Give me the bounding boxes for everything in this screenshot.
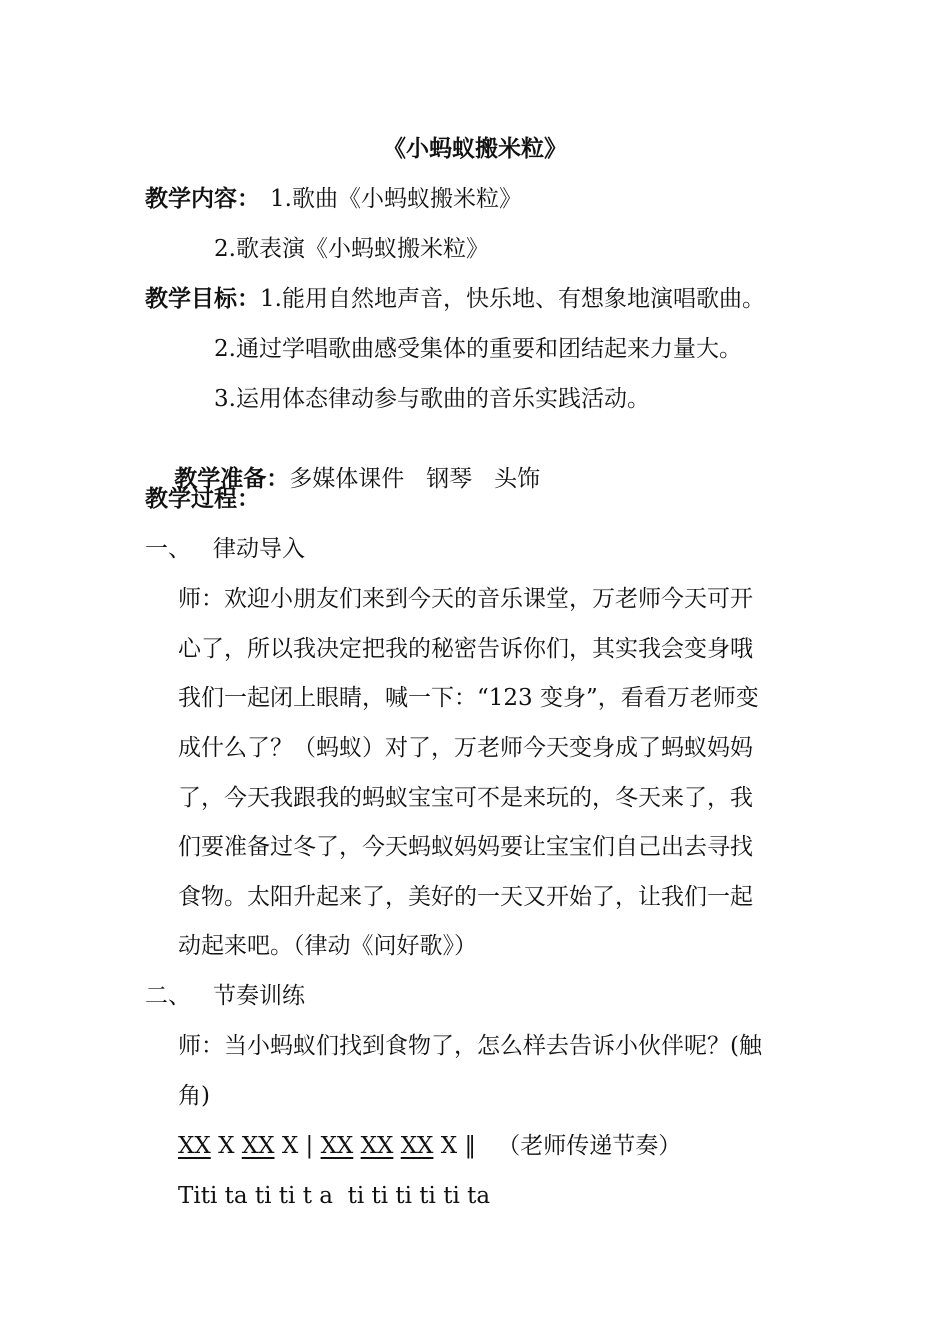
goals-label: 教学目标： <box>145 285 260 312</box>
section-1-line: 成什么了？（蚂蚁）对了，万老师今天变身成了蚂蚁妈妈 <box>178 735 753 761</box>
section-1-number: 一、 <box>145 536 191 562</box>
rhythm-note: XX <box>320 1133 354 1159</box>
section-2-line: 角) <box>178 1083 210 1109</box>
section-1-heading <box>145 534 305 564</box>
content-item-2: 2.歌表演《小蚂蚁搬米粒》 <box>214 236 489 262</box>
goals-item-2: 2.通过学唱歌曲感受集体的重要和团结起来力量大。 <box>214 336 742 362</box>
document-title: 《小蚂蚁搬米粒》 <box>383 135 567 162</box>
content-label: 教学内容： <box>145 185 260 212</box>
section-2-title: 节奏训练 <box>213 983 305 1009</box>
section-1-line: 师：欢迎小朋友们来到今天的音乐课堂，万老师今天可开 <box>178 586 753 612</box>
rhythm-note: XX <box>360 1133 394 1159</box>
rhythm-note: X <box>440 1133 458 1159</box>
rhythm-notation <box>178 1131 681 1161</box>
section-1-line: 我们一起闭上眼睛，喊一下：“123 变身”，看看万老师变 <box>178 685 759 711</box>
section-1-line: 们要准备过冬了，今天蚂蚁妈妈要让宝宝们自己出去寻找 <box>178 834 753 860</box>
rhythm-note: X <box>281 1133 299 1159</box>
section-2-heading <box>145 981 305 1011</box>
goals-item-3: 3.运用体态律动参与歌曲的音乐实践活动。 <box>214 386 650 412</box>
rhythm-bar-line: | <box>305 1133 314 1159</box>
section-1-line: 心了，所以我决定把我的秘密告诉你们，其实我会变身哦 <box>178 636 753 662</box>
section-2-line: 师：当小蚂蚁们找到食物了，怎么样去告诉小伙伴呢？(触 <box>178 1033 762 1059</box>
section-1-line: 动起来吧。（律动《问好歌》） <box>178 933 477 959</box>
prep-text: 多媒体课件 钢琴 头饰 <box>289 466 541 492</box>
goals-item-1: 1.能用自然地声音，快乐地、有想象地演唱歌曲。 <box>260 286 765 312</box>
rhythm-note-text: （老师传递节奏） <box>497 1133 682 1159</box>
prep-label: 教学准备： <box>174 465 290 492</box>
rhythm-note: XX <box>400 1133 434 1159</box>
section-1-line: 食物。太阳升起来了，美好的一天又开始了，让我们一起 <box>178 884 753 910</box>
rhythm-syllables: Titi ta ti ti t a ti ti ti ti ti ta <box>178 1183 491 1209</box>
rhythm-end-bar: ‖ <box>464 1133 476 1159</box>
section-2-number: 二、 <box>145 983 191 1009</box>
content-row <box>145 184 522 214</box>
rhythm-note: XX <box>178 1133 211 1159</box>
section-1-title: 律动导入 <box>213 536 305 562</box>
content-item-1: 1.歌曲《小蚂蚁搬米粒》 <box>270 186 522 212</box>
goals-row <box>145 284 765 314</box>
rhythm-note: X <box>218 1133 235 1159</box>
rhythm-note: XX <box>241 1133 275 1159</box>
process-label: 教学过程： <box>145 485 260 512</box>
section-1-line: 了，今天我跟我的蚂蚁宝宝可不是来玩的，冬天来了，我 <box>178 785 753 811</box>
